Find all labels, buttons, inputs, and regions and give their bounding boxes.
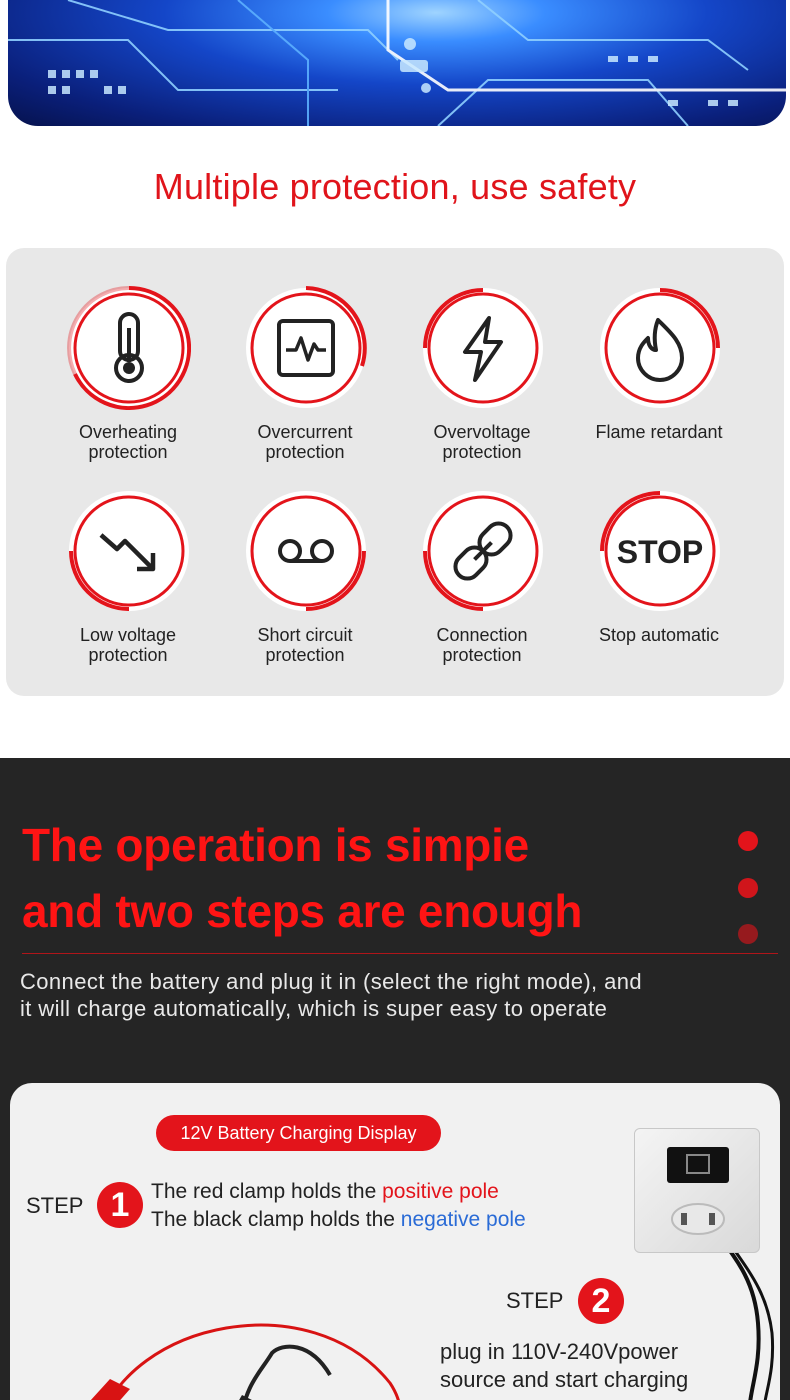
step-1-number: 1 — [97, 1182, 143, 1228]
circuit-board-banner — [8, 0, 786, 126]
step-1-text — [151, 1178, 526, 1234]
section-title: Multiple protection, use safety — [153, 166, 637, 207]
step-2-number: 2 — [578, 1278, 624, 1324]
battery-display-badge: 12V Battery Charging Display — [156, 1115, 441, 1151]
decorative-dot — [738, 924, 758, 944]
outlet-socket-icon — [635, 1129, 761, 1254]
flame-icon — [598, 286, 722, 410]
decorative-dot — [738, 878, 758, 898]
operation-description: Connect the battery and plug it in (select the right mode), and it will charge automatically, which is super easy to operate — [20, 969, 642, 1021]
operation-headline: The operation is simpie and two steps are enough — [22, 819, 583, 937]
positive-pole-highlight: positive pole — [382, 1180, 499, 1203]
negative-pole-highlight: negative pole — [400, 1208, 526, 1231]
feature-label: Overheating protection — [78, 422, 178, 462]
lightning-bolt-icon — [421, 286, 545, 410]
feature-label: Short circuit protection — [257, 625, 353, 665]
feature-label: Stop automatic — [598, 625, 720, 645]
step-1-word: STEP — [26, 1193, 84, 1218]
thermometer-icon — [67, 286, 191, 410]
divider — [22, 953, 778, 954]
feature-label: Low voltage protection — [79, 625, 177, 665]
feature-label: Overcurrent protection — [257, 422, 353, 462]
feature-label: Overvoltage protection — [433, 422, 531, 462]
charging-steps-card — [10, 1083, 780, 1400]
feature-label: Flame retardant — [595, 422, 723, 442]
step-2-word: STEP — [506, 1288, 564, 1313]
protection-features-panel — [6, 248, 784, 696]
chain-link-icon — [421, 489, 545, 613]
circuit-board-illustration — [8, 0, 786, 126]
short-circuit-icon — [244, 489, 368, 613]
step-1-line-2: The black clamp holds the negative pole — [151, 1208, 526, 1231]
trend-down-arrow-icon — [67, 489, 191, 613]
decorative-dot — [738, 831, 758, 851]
operation-section — [0, 758, 790, 1400]
pulse-chart-icon — [244, 286, 368, 410]
wall-outlet-illustration — [634, 1128, 760, 1253]
step-1-line-1: The red clamp holds the positive pole — [151, 1180, 499, 1203]
step-2-line-1: plug in 110V-240Vpower — [440, 1339, 679, 1364]
stop-sign-icon — [598, 489, 722, 613]
stop-icon-text: STOP — [616, 534, 704, 570]
step-2-line-2: source and start charging — [440, 1367, 689, 1392]
feature-label: Connection protection — [436, 625, 528, 665]
step-2-text — [440, 1338, 688, 1394]
